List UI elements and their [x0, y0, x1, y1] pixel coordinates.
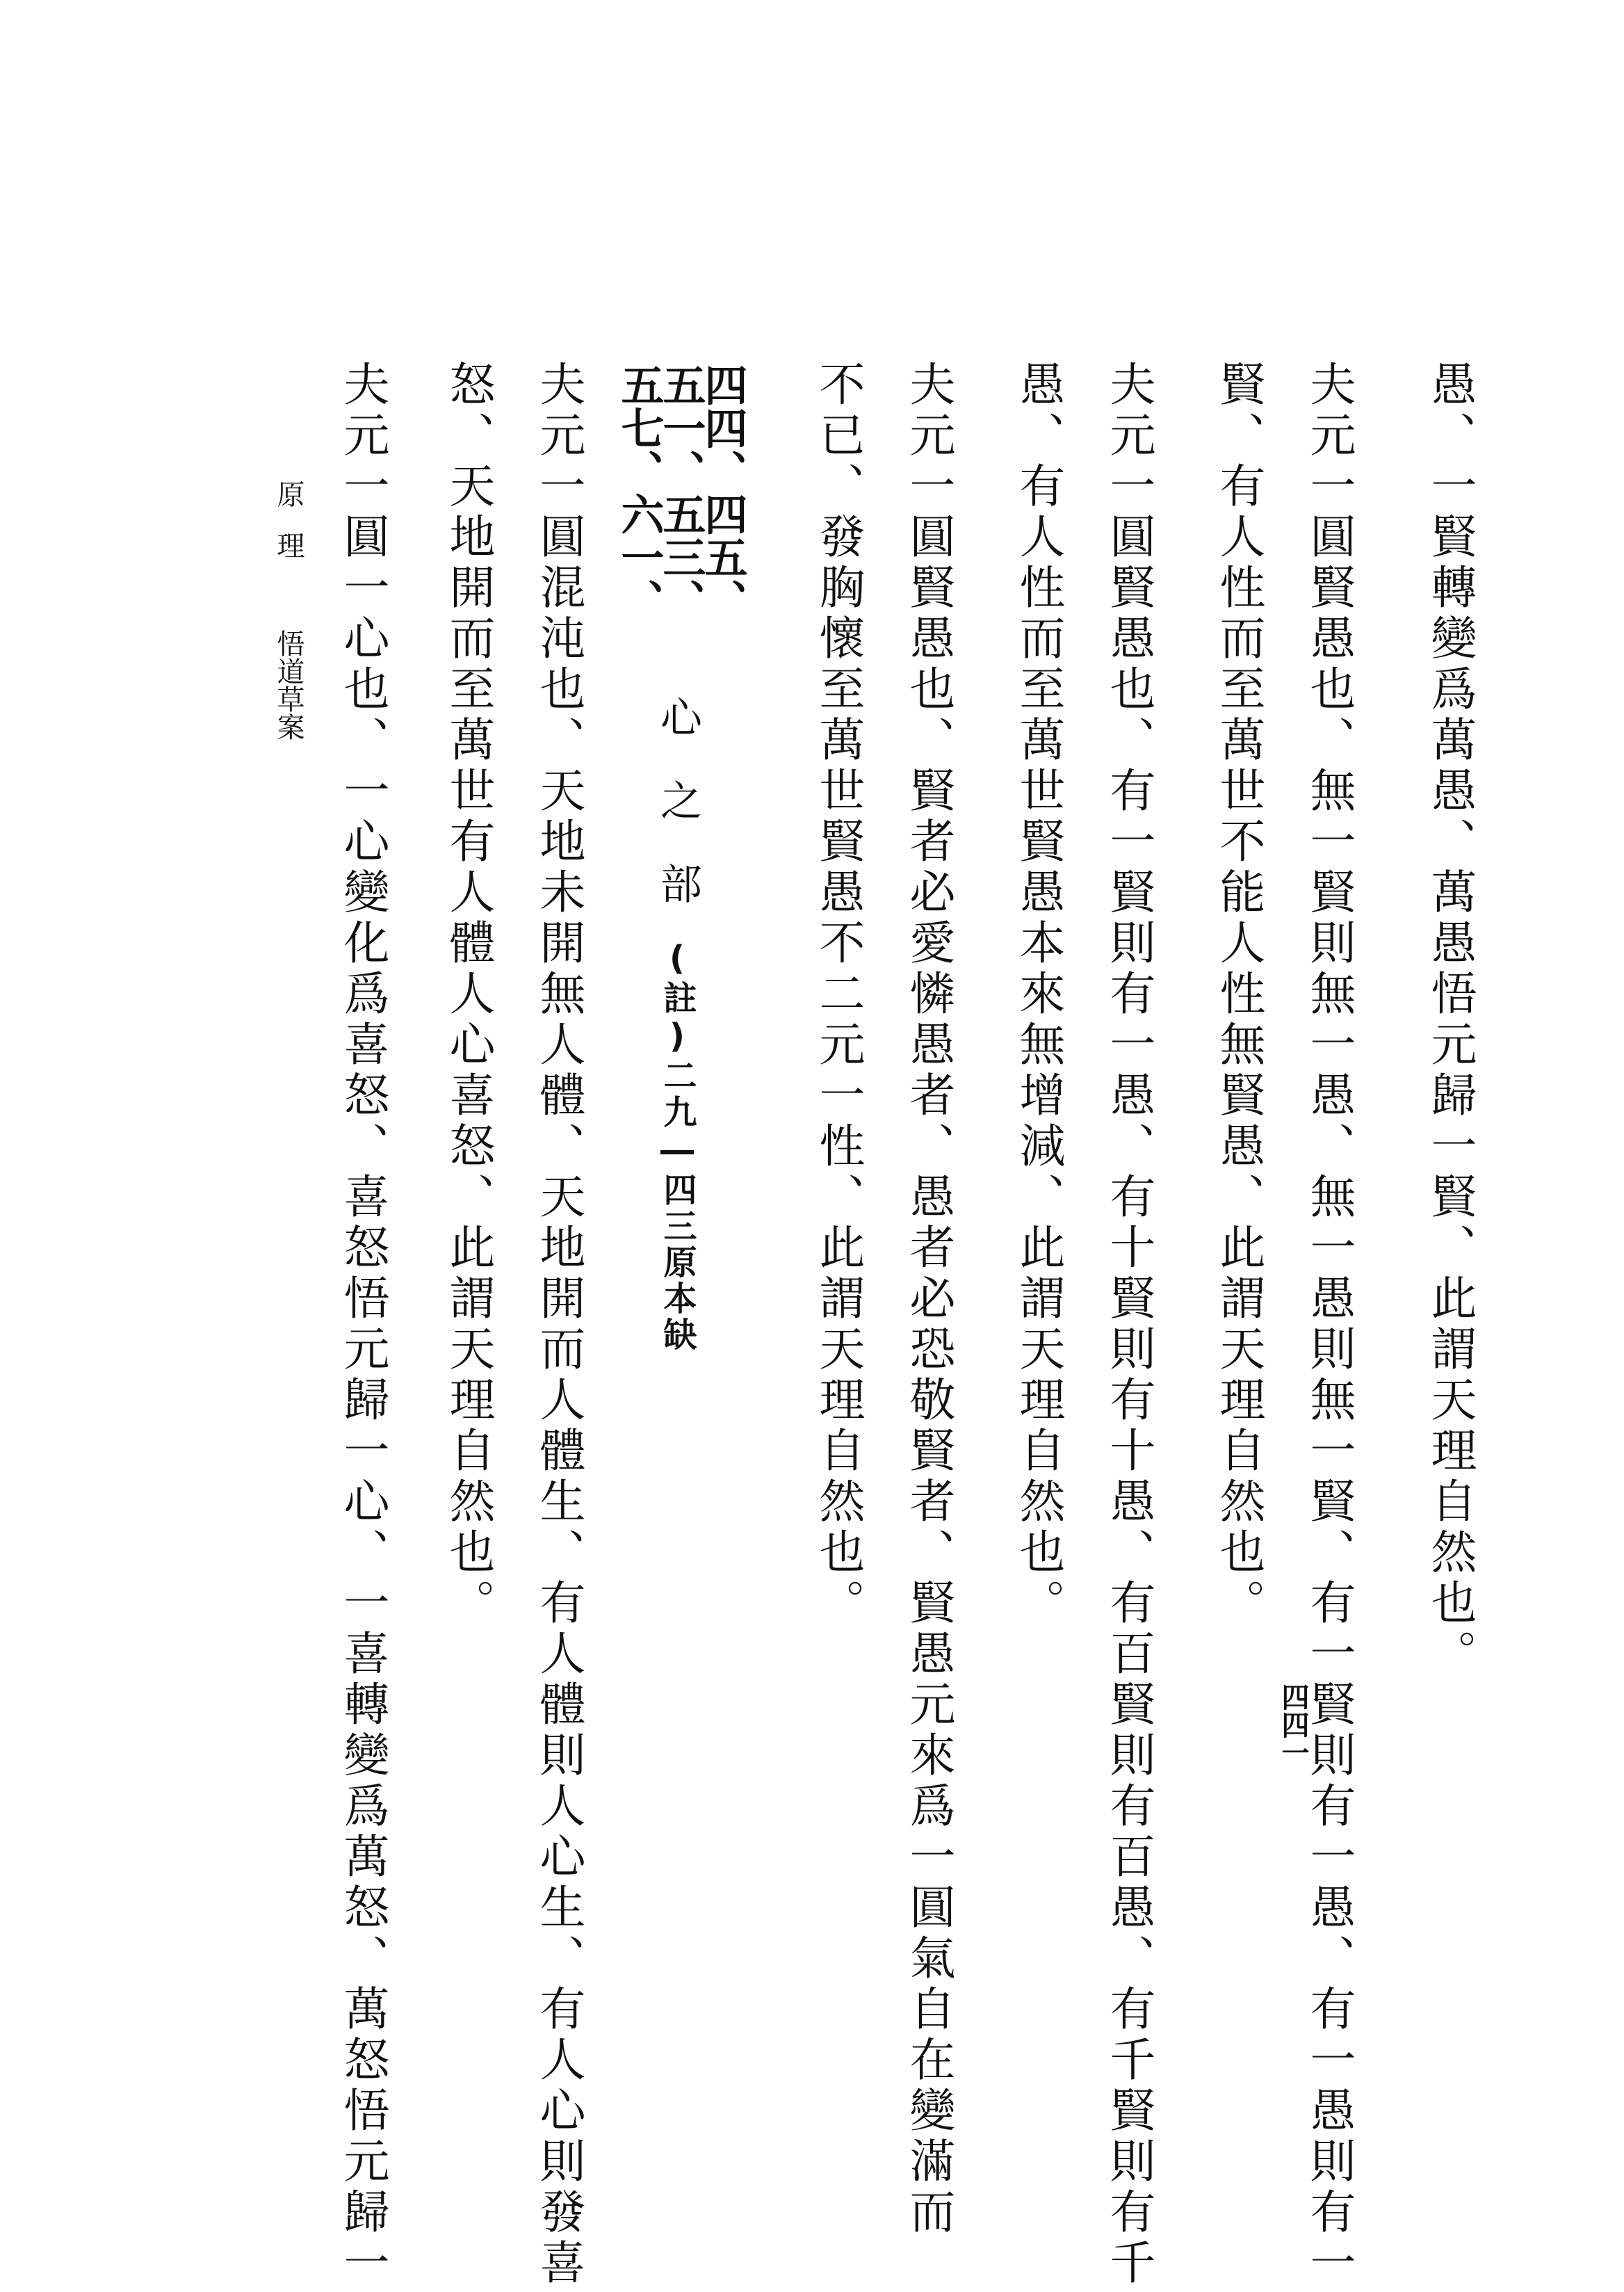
text-column-8: 夫元一圓混沌也、天地未開無人體、天地開而人體生、有人體則人心生、有人心則發喜: [532, 360, 585, 2289]
text-column-7: 不已、發胸懷至萬世賢愚不二元一性、此謂天理自然也。: [811, 360, 865, 1629]
footer-chapter: 原理: [273, 480, 304, 583]
text-column-6: 夫元一圓賢愚也、賢者必愛憐愚者、愚者必恐敬賢者、賢愚元來爲一圓氣自在變滿而: [902, 360, 955, 2238]
page-number: 四四一: [1277, 1683, 1309, 1766]
section-numbers-1: 四四、四五、: [697, 363, 748, 622]
text-column-3: 賢、有人性而至萬世不能人性無賢愚、此謂天理自然也。: [1212, 360, 1265, 1629]
text-column-4: 夫元一圓賢愚也、有一賢則有一愚、有十賢則有十愚、有百賢則有百愚、有千賢則有千: [1102, 360, 1155, 2289]
text-column-10: 夫元一圓一心也、一心變化爲喜怒、喜怒悟元歸一心、一喜轉變爲萬怒、萬怒悟元歸一: [336, 360, 389, 2289]
section-numbers-3: 五七、六一、: [614, 363, 665, 622]
text-column-2: 夫元一圓賢愚也、無一賢則無一愚、無一愚則無一賢、有一賢則有一愚、有一愚則有一: [1302, 360, 1356, 2289]
section-note: (註)二九―四三原本缺: [658, 939, 697, 1353]
text-column-1: 愚、一賢轉變爲萬愚、萬愚悟元歸一賢、此謂天理自然也。: [1423, 360, 1477, 1680]
text-column-5: 愚、有人性而至萬世賢愚本來無增減、此謂天理自然也。: [1012, 360, 1065, 1629]
section-numbers-2: 五一、五三、: [656, 363, 706, 622]
section-title: 心之部: [653, 695, 702, 946]
footer-book-title: 悟道草案: [273, 629, 304, 741]
text-column-9: 怒、天地開而至萬世有人體人心喜怒、此謂天理自然也。: [441, 360, 495, 1629]
